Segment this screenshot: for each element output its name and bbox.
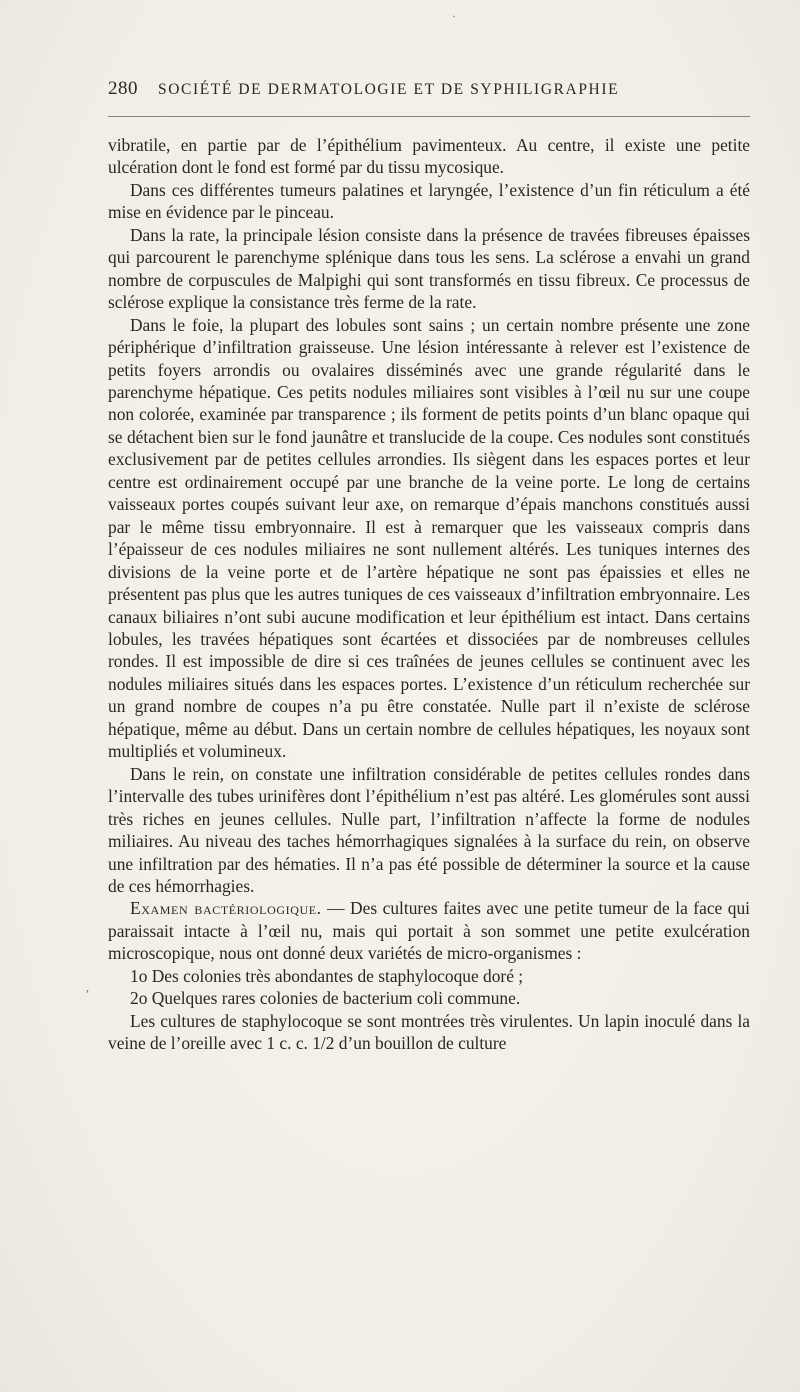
page-number: 280 <box>108 78 138 99</box>
margin-mark: , <box>86 980 89 994</box>
page-header <box>108 78 750 104</box>
margin-mark: ˎ <box>452 4 456 18</box>
paragraph: Dans la rate, la principale lésion consiste dans la présence de travées fibreuses épaisses qui parcourent le parenchyme splénique dans tous les sens. La sclérose a envahi un grand nombre de corpuscules de Malpighi qui sont transformés en tissu fibreux. Ce processus de sclérose explique la consistance très ferme de la rate. <box>108 224 750 313</box>
bacteriology-text: — Des cultures faites avec une petite tumeur de la face qui paraissait intacte à l’œil nu, mais qui portait à son sommet une petite exulcération microscopique, nous ont donné deux variétés de micro-organismes : <box>108 898 751 964</box>
list-item: 2o Quelques rares colonies de bacterium coli commune. <box>130 988 521 1009</box>
paragraph: Dans le foie, la plupart des lobules sont sains ; un certain nombre présente une zone périphérique d’infiltration graisseuse. Une lésion intéressante à relever est l’existence de petits foyers arrondis ou ovalaires disséminés avec une grande régularité dans le parenchyme hépatique. Ces petits nodules miliaires sont visibles à l’œil nu sur une coupe non colorée, examinée par transparence ; ils forment de petits points d’un blanc opaque qui se détachent bien sur le fond jaunâtre et translucide de la coupe. Ces nodules sont constitués exclusivement par de petites cellules arrondies. Ils siègent dans les espaces portes et leur centre est ordinairement occupé par une branche de la veine porte. Le long de certains vaisseaux portes coupés suivant leur axe, on remarque d’épais manchons constitués aussi par le même tissu embryonnaire. Il est à remarquer que les vaisseaux compris dans l’épaisseur de ces nodules miliaires ne sont nullement altérés. Les tuniques internes des divisions de la veine porte et de l’artère hépatique ne sont pas épaissies et elles ne présentent pas plus que les autres tuniques de ces vaisseaux d’infiltration embryonnaire. Les canaux biliaires n’ont subi aucune modification et leur épithélium est intact. Dans certains lobules, les travées hépatiques sont écartées et dissociées par de nombreuses cellules rondes. Il est impossible de dire si ces traînées de jeunes cellules se continuent avec les nodules miliaires situés dans les espaces portes. L’existence d’un réticulum recherchée sur un grand nombre de coupes n’a pu être constatée. Nulle part il n’existe de sclérose hépatique, même au début. Dans un certain nombre de cellules hépatiques, les noyaux sont multipliés et volumineux. <box>108 314 750 762</box>
header-rule <box>108 116 750 117</box>
paragraph: Dans ces différentes tumeurs palatines et laryngée, l’existence d’un fin réticulum a été mise en évidence par le pinceau. <box>108 179 750 223</box>
paragraph: Les cultures de staphylocoque se sont montrées très virulentes. Un lapin inoculé dans la veine de l’oreille avec 1 c. c. 1/2 d’un bouillon de culture <box>108 1010 750 1054</box>
bacteriology-paragraph <box>108 897 750 964</box>
body-text <box>108 134 750 1055</box>
section-label: Examen bactériologique. <box>130 898 322 919</box>
list-item: 1o Des colonies très abondantes de staphylocoque doré ; <box>130 965 524 986</box>
paragraph: Dans le rein, on constate une infiltration considérable de petites cellules rondes dans l’intervalle des tubes urinifères dont l’épithélium n’est pas altéré. Les glomérules sont aussi très riches en jeunes cellules. Nulle part, l’infiltration n’affecte la forme de nodules miliaires. Au niveau des taches hémorrhagiques signalées à la surface du rein, on observe une infiltration par des hématies. Il n’a pas été possible de déterminer la source et la cause de ces hémorrhagies. <box>108 763 750 896</box>
running-head: SOCIÉTÉ DE DERMATOLOGIE ET DE SYPHILIGRAPHIE <box>158 81 620 98</box>
paragraph: vibratile, en partie par de l’épithélium pavimenteux. Au centre, il existe une petite ulcération dont le fond est formé par du tissu mycosique. <box>108 135 750 178</box>
